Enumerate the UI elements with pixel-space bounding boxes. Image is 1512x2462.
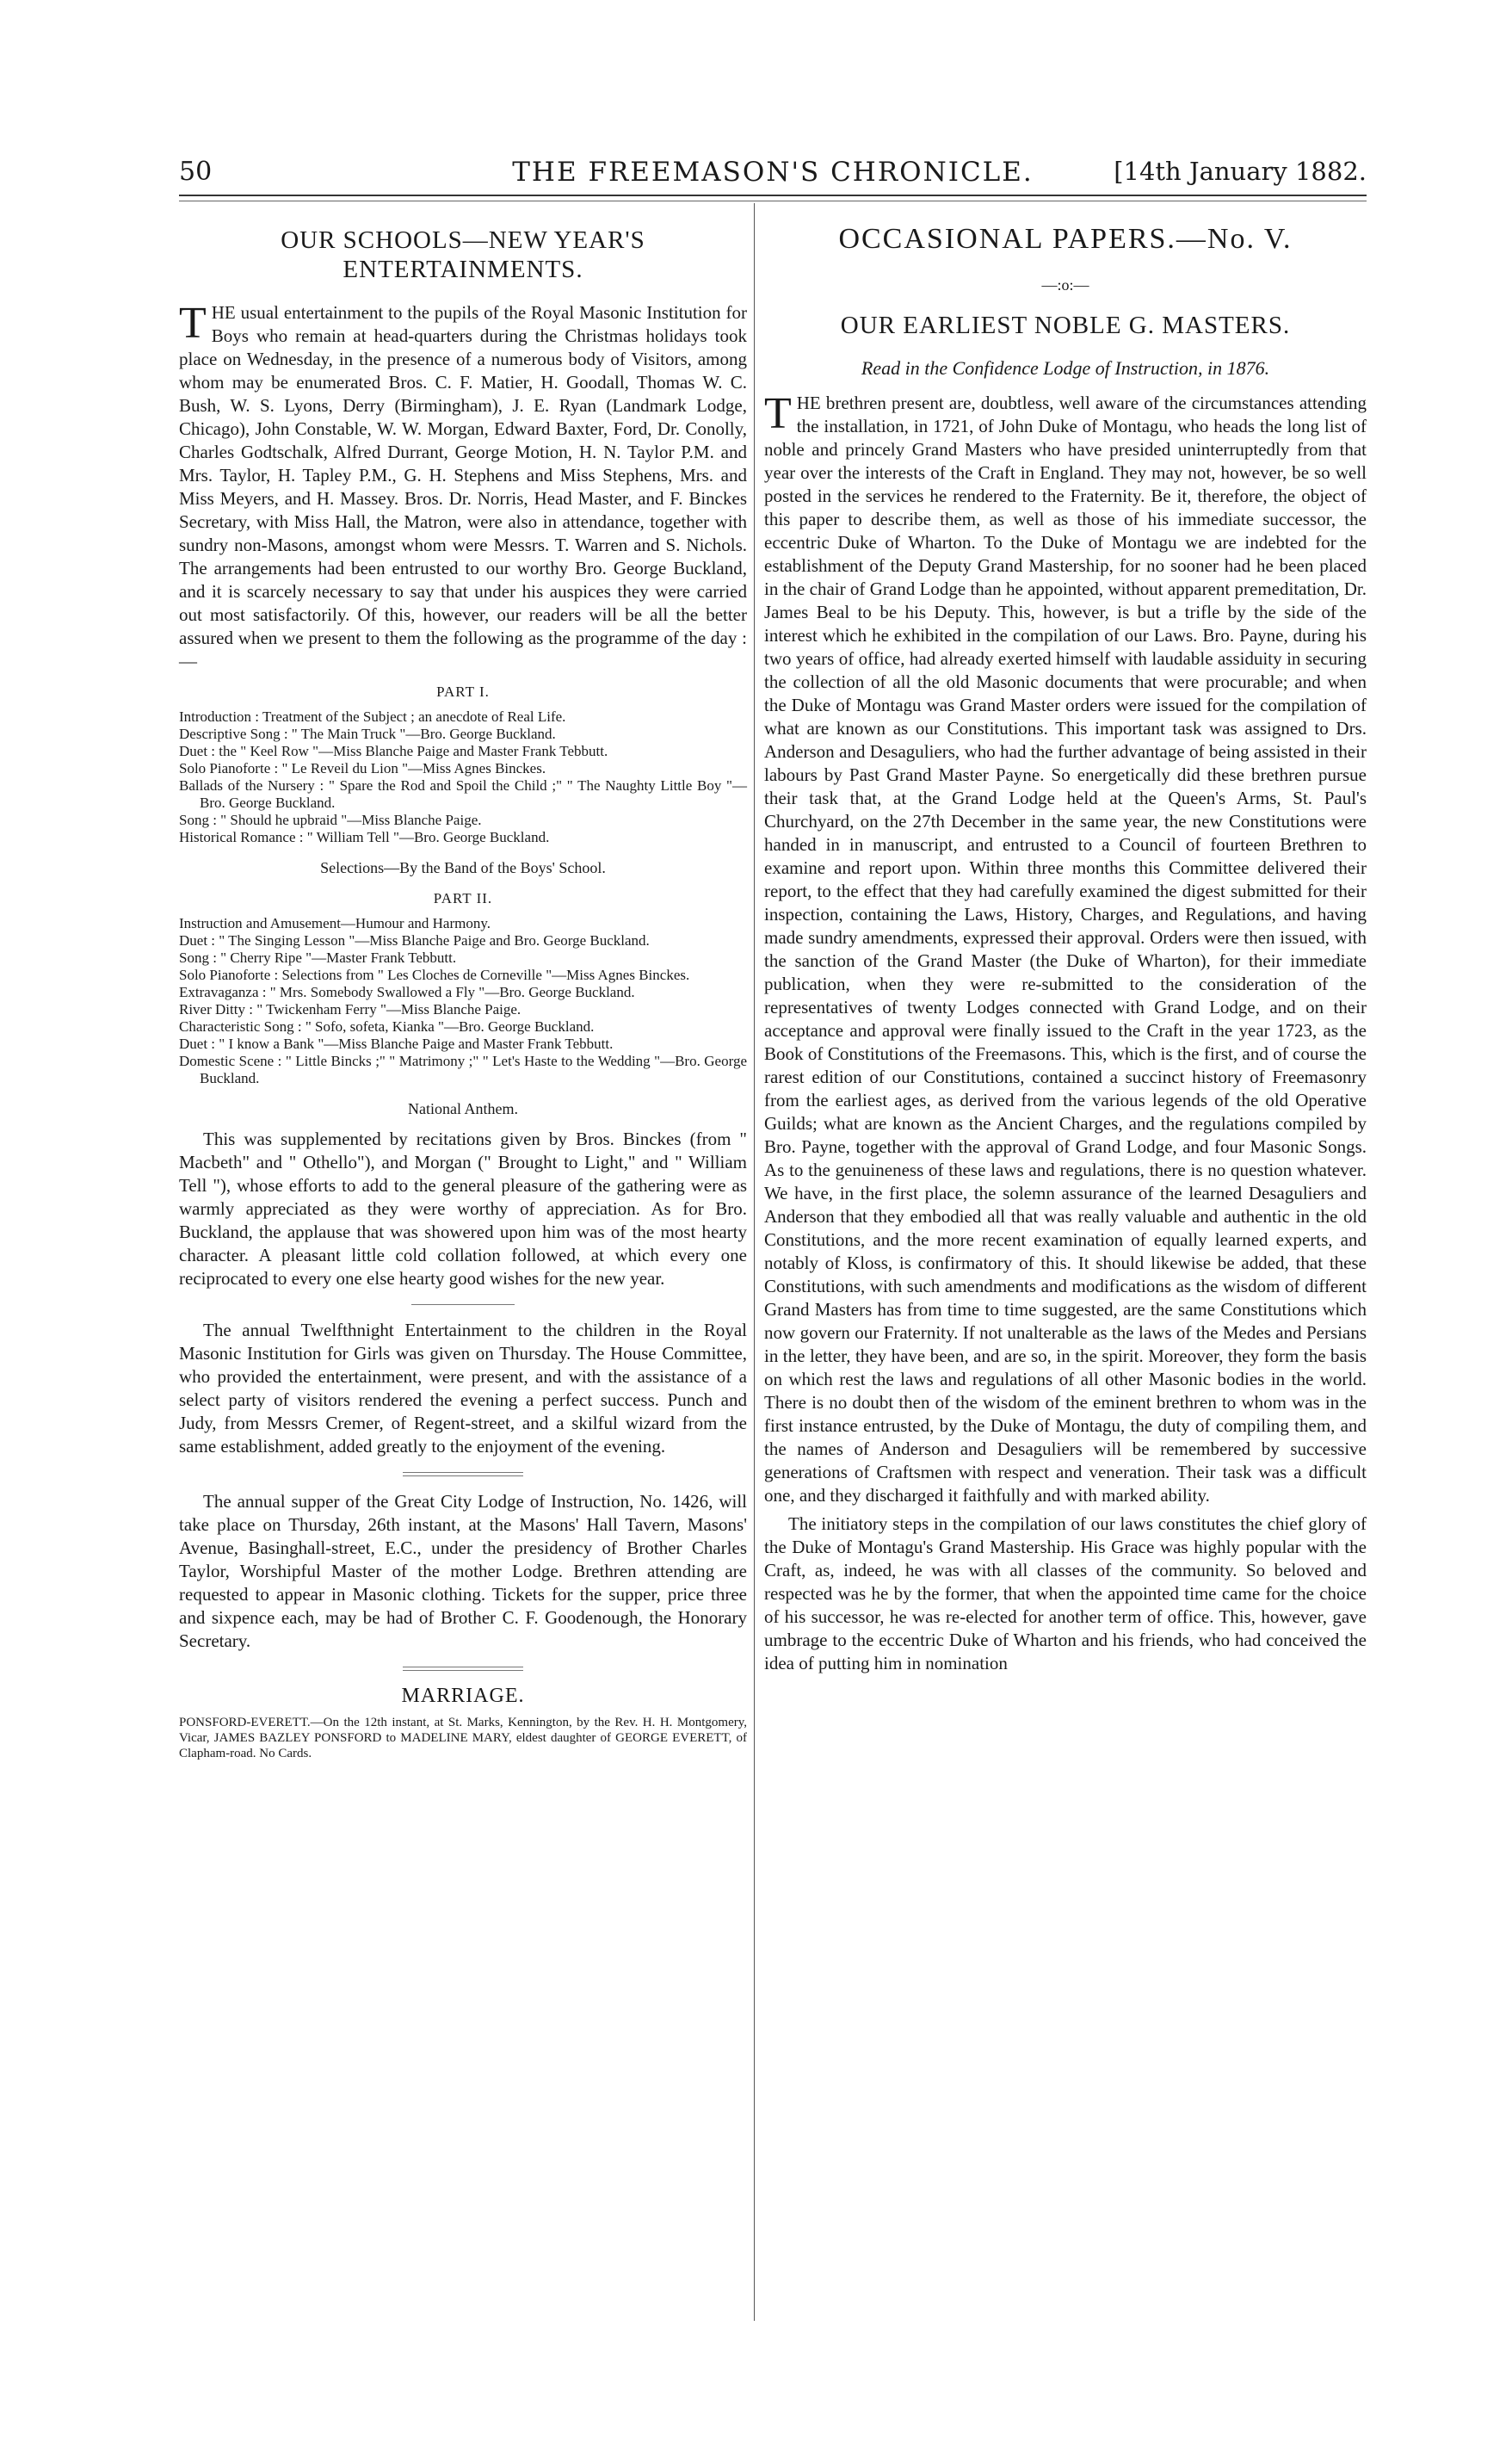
programme-item: Song : " Should he upbraid "—Miss Blanche Paige. [179,812,482,828]
article-title: OUR EARLIEST NOBLE G. MASTERS. [840,312,1291,339]
programme-item: Song : " Cherry Ripe "—Master Frank Tebbutt. [179,950,457,966]
programme-item: River Ditty : " Twickenham Ferry "—Miss Blanche Paige. [179,1001,521,1018]
programme-item: Ballads of the Nursery : " Spare the Rod and Spoil the Child ;" " The Naughty Little Boy "—Bro. George Buckland. [179,777,747,811]
ornament-separator: —:o:— [1041,276,1089,294]
article-byline: Read in the Confidence Lodge of Instruction, in 1876. [861,357,1270,379]
section-rule [411,1304,515,1305]
marriage-heading: MARRIAGE. [401,1685,525,1707]
drop-cap: T [764,389,792,438]
right-column [764,215,1367,1680]
programme-item: Duet : " I know a Bank "—Miss Blanche Paige and Master Frank Tebbutt. [179,1036,614,1052]
programme-item: Introduction : Treatment of the Subject ; an anecdote of Real Life. [179,708,566,725]
annual-supper-paragraph: The annual supper of the Great City Lodge of Instruction, No. 1426, will take place on Thursday, 26th instant, at the Masons' Hall Tavern, Masons' Avenue, Basinghall-street, E.C., under the presidency of Brother Charles Taylor, Worshipful Master of the mother Lodge. Brethren attending are requested to appear in Masonic clothing. Tickets for the supper, price three and sixpence each, may be had of Brother C. F. Goodenough, the Honorary Secretary. [179,1491,747,1651]
programme-part-two [179,915,747,1087]
column-divider [754,203,755,2321]
issue-date: [14th January 1882. [1114,157,1367,186]
programme-item: Solo Pianoforte : Selections from " Les Cloches de Corneville "—Miss Agnes Binckes. [179,967,690,983]
article-paragraph-one: THE brethren present are, doubtless, well aware of the circumstances attending the installation, in 1721, of John Duke of Montagu, who heads the long list of noble and princely Grand Masters who have presided uninterruptedly from that year over the interests of the Craft in England. They may not, however, be so well posted in the services he rendered to the Fraternity. Be it, therefore, the object of this paper to describe them, as well as those of his immediate successor, the eccentric Duke of Wharton. To the Duke of Montagu we are indebted for the establishment of the Deputy Grand Mastership, for no sooner had he been placed in the chair of Grand Lodge than he appointed, without apparent premeditation, Dr. James Beal to be his Deputy. This, however, is but a trifle by the side of the interest which he exhibited in the compilation of our Laws. Bro. Payne, during his two years of office, had already exerted himself with laudable assiduity in securing the collection of all the old Masonic documents that were procurable; and when the Duke of Montagu was Grand Master orders were issued for the compilation of what are known as our Constitutions. This important task was assigned to Drs. Anderson and Desaguliers, who had the further advantage of being assisted in their labours by Past Grand Master Payne. So energetically did these brethren pursue their task that, at the Grand Lodge held at the Queen's Arms, St. Paul's Churchyard, on the 27th December in the same year, the new Constitutions were handed in in manuscript, and entrusted to a Council of fourteen Brethren to examine and report upon. Within three months this Committee delivered their report, to the effect that they had carefully examined the digest submitted for their inspection, containing the Laws, History, Charges, and Regulations, and having made sundry amendments, expressed their approval. Orders were then issued, with the sanction of the Grand Master (the Duke of Wharton), for their immediate publication, when they were re-submitted to the consideration of the representatives of twenty Lodges connected with Grand Lodge, and on their acceptance and approval were finally issued to the Craft in the year 1723, as the Book of Constitutions of the Freemasons. This, which is the first, and of course the rarest edition of our Constitutions, contained a succinct history of Freemasonry from the earliest ages, as derived from the various legends of the old Operative Guilds; what are known as the Ancient Charges, and the regulations compiled by Bro. Payne, together with the approval of Grand Lodge, and four Masonic Songs. As to the genuineness of these laws and regulations, there is no question whatever. We have, in the first place, the solemn assurance of the learned Desaguliers and Anderson that they embodied all that was really valuable and authentic in the old Constitutions, and the more recent examination of equally learned experts, and notably of Kloss, is confirmatory of this. It should likewise be added, that these Constitutions, with such amendments and modifications as the wisdom of different Grand Masters has from time to time suggested, are the same Constitutions which now govern our Fraternity. If not unalterable as the laws of the Medes and Persians in the letter, they have been, and are so, in the spirit. Moreover, they form the basis on which rest the laws and regulations of all other Masonic bodies in the world. There is no doubt then of the wisdom of the eminent brethren to whom was in the first instance entrusted, by the Duke of Montagu, the duty of compiling them, and the names of Anderson and Desaguliers will be remembered by successive generations of Craftsmen with respect and veneration. Their task was a difficult one, and they discharged it faithfully and with marked ability. [764,389,1367,1506]
twelfthnight-paragraph: The annual Twelfthnight Entertainment to the children in the Royal Masonic Institution for Girls was given on Thursday. The House Committee, who provided the entertainment, were present, and with the assistance of a select party of visitors rendered the evening a perfect success. Punch and Judy, from Messrs Cremer, of Regent-street, and a skilful wizard from the same establishment, added greatly to the enjoyment of the evening. [179,1320,747,1457]
page-number: 50 [179,157,213,187]
drop-cap: T [179,299,207,348]
section-rule [403,1472,523,1476]
schools-intro-paragraph: THE usual entertainment to the pupils of the Royal Masonic Institution for Boys who remain at head-quarters during the Christmas holidays took place on Wednesday, in the presence of a numerous body of Visitors, among whom may be enumerated Bros. C. F. Matier, H. Goodall, Thomas W. C. Bush, W. S. Lyons, Derry (Birmingham), J. E. Ryan (Landmark Lodge, Chicago), John Constable, W. W. Morgan, Edward Baxter, Ford, Dr. Conolly, Charles Godtschalk, Alfred Durrant, George Motion, H. N. Taylor P.M. and Mrs. Taylor, H. Tapley P.M., G. H. Stephens and Miss Stephens, Mrs. and Miss Meyers, and H. Massey. Bros. Dr. Norris, Head Master, and F. Binckes Secretary, with Miss Hall, the Matron, were also in attendance, together with sundry non-Masons, amongst whom were Messrs. T. Warren and S. Nichols. The arrangements had been entrusted to our worthy Bro. George Buckland, and it is scarcely necessary to say that under his auspices they were carried out most satisfactorily. Of this, however, our readers will be all the better assured when we present to them the following as the programme of the day :— [179,299,747,671]
recitations-paragraph: This was supplemented by recitations given by Bros. Binckes (from " Macbeth" and " Othello"), and Morgan (" Brought to Light," and " William Tell "), whose efforts to add to the general pleasure of the gathering were as warmly appreciated as they were worthy of appreciation. As for Bro. Buckland, the applause that was showered upon him was of the most hearty character. A pleasant little cold collation followed, at which every one reciprocated to every one else hearty good wishes for the new year. [179,1129,747,1289]
part-two-label: PART II. [433,890,493,906]
band-selections: Selections—By the Band of the Boys' School. [320,859,606,876]
masthead [179,157,1367,195]
left-column [179,215,747,1761]
section-rule [403,1667,523,1671]
national-anthem: National Anthem. [408,1100,518,1117]
part-one-label: PART I. [436,684,490,700]
programme-item: Instruction and Amusement—Humour and Harmony. [179,915,491,931]
schools-heading: OUR SCHOOLS—NEW YEAR'S ENTERTAINMENTS. [281,226,645,283]
marriage-notice: PONSFORD-EVERETT.—On the 12th instant, at St. Marks, Kennington, by the Rev. H. H. Montgomery, Vicar, JAMES BAZLEY PONSFORD to MADELINE MARY, eldest daughter of GEORGE EVERETT, of Clapham-road. No Cards. [179,1716,747,1760]
programme-item: Solo Pianoforte : " Le Reveil du Lion "—Miss Agnes Binckes. [179,760,546,776]
article-paragraph-two: The initiatory steps in the compilation of our laws constitutes the chief glory of the Duke of Montagu's Grand Mastership. His Grace was highly popular with the Craft, as, indeed, he was with all classes of the community. So beloved and respected was he by the former, that when the appointed time came for the choice of his successor, he was re-elected for another term of office. This, however, gave umbrage to the eccentric Duke of Wharton and his friends, who had conceived the idea of putting him in nomination [764,1513,1367,1673]
programme-item: Extravaganza : " Mrs. Somebody Swallowed a Fly "—Bro. George Buckland. [179,984,635,1000]
programme-item: Domestic Scene : " Little Bincks ;" " Matrimony ;" " Let's Haste to the Wedding "—Bro. George Buckland. [179,1053,747,1086]
masthead-rule [179,195,1367,196]
occasional-papers-heading: OCCASIONAL PAPERS.—No. V. [838,223,1293,255]
programme-item: Characteristic Song : " Sofo, sofeta, Kianka "—Bro. George Buckland. [179,1018,595,1035]
programme-item: Descriptive Song : " The Main Truck "—Bro. George Buckland. [179,726,556,742]
programme-item: Historical Romance : " William Tell "—Bro. George Buckland. [179,829,550,845]
programme-part-one [179,708,747,846]
publication-title: THE FREEMASON'S CHRONICLE. [512,157,1034,188]
programme-item: Duet : the " Keel Row "—Miss Blanche Paige and Master Frank Tebbutt. [179,743,608,759]
programme-item: Duet : " The Singing Lesson "—Miss Blanche Paige and Bro. George Buckland. [179,932,650,949]
